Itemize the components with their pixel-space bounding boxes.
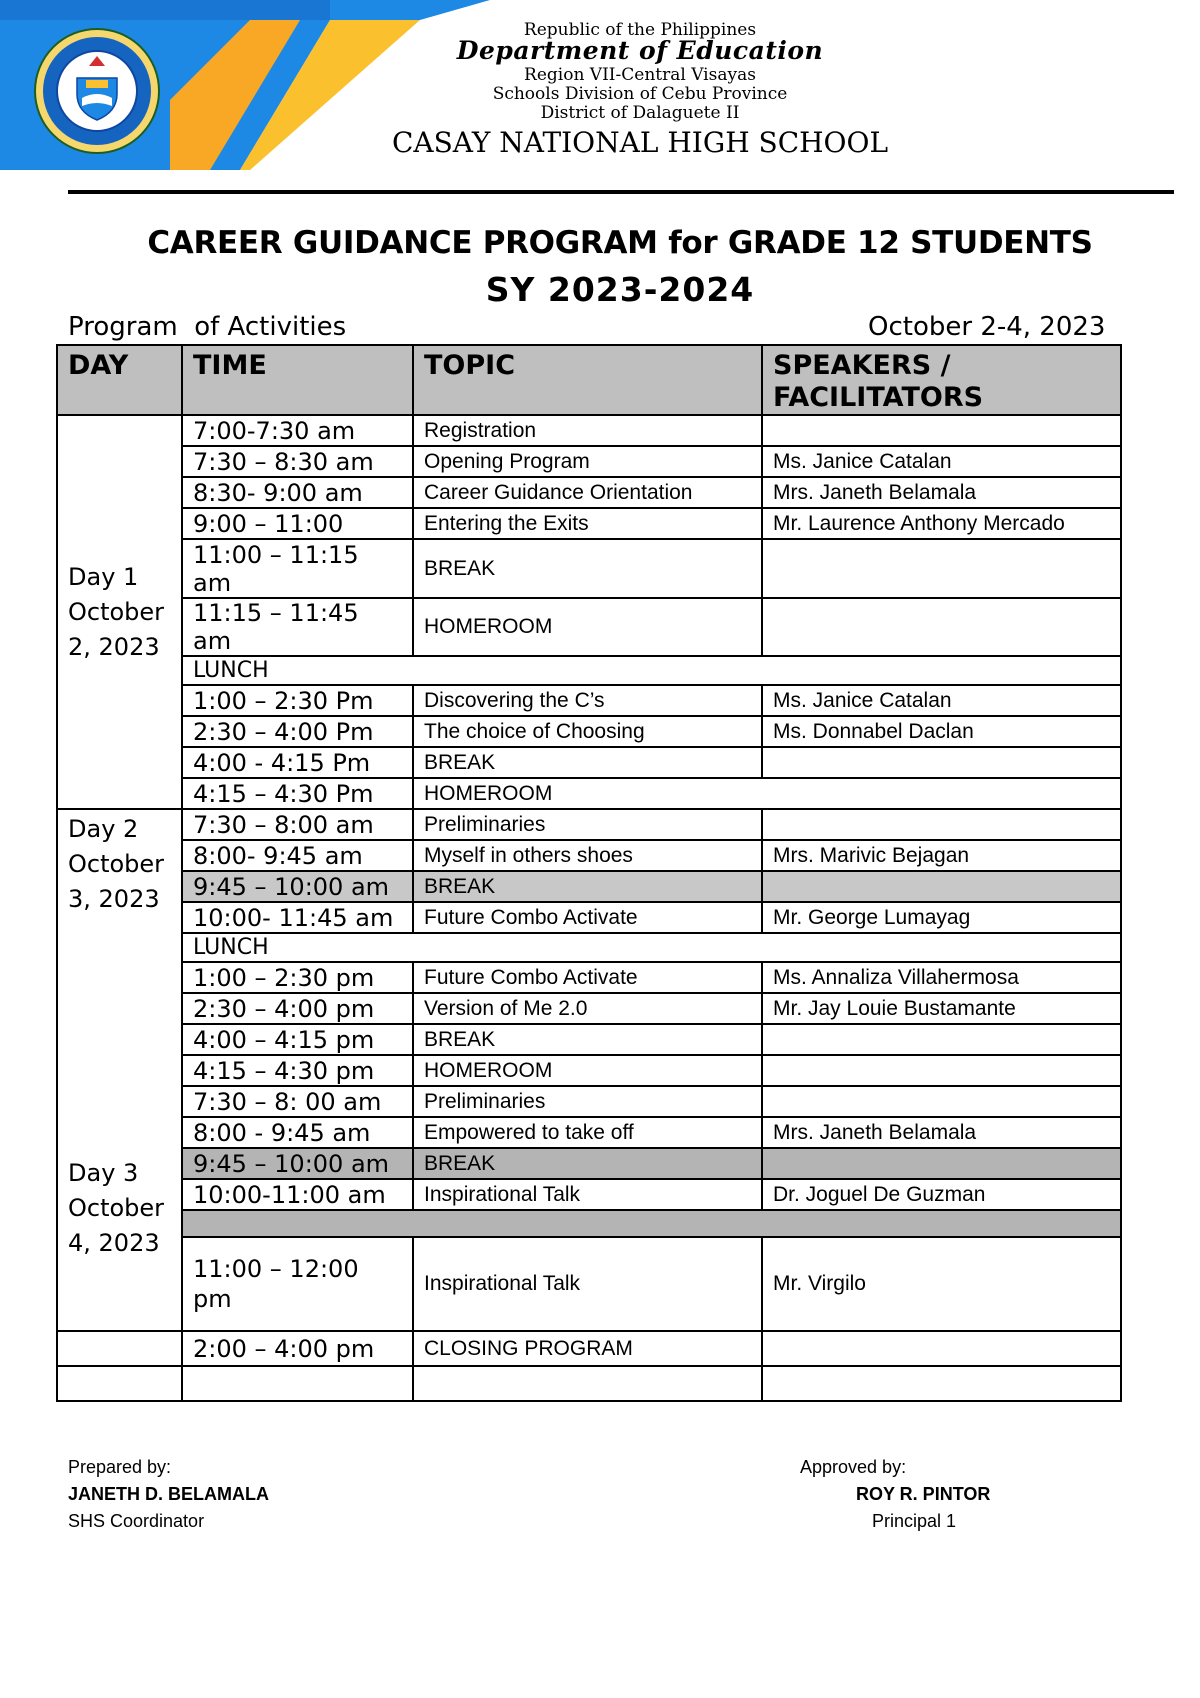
topic-cell: HOMEROOM <box>413 598 762 656</box>
time-cell: 7:30 – 8:00 am <box>182 809 413 840</box>
topic-cell: Version of Me 2.0 <box>413 993 762 1024</box>
topic-cell: Career Guidance Orientation <box>413 477 762 508</box>
table-row <box>57 1055 1121 1086</box>
table-row <box>57 1024 1121 1055</box>
table-row <box>57 1179 1121 1210</box>
topic-cell: HOMEROOM <box>413 778 1121 809</box>
time-cell: 1:00 – 2:30 Pm <box>182 685 413 716</box>
topic-cell: CLOSING PROGRAM <box>413 1331 762 1366</box>
table-row <box>57 993 1121 1024</box>
header-department: Department of Education <box>456 36 824 65</box>
day3-label: Day 3 <box>68 1158 139 1187</box>
speaker-cell: Ms. Donnabel Daclan <box>762 716 1121 747</box>
speaker-cell <box>762 415 1121 446</box>
time-cell: 2:30 – 4:00 pm <box>182 993 413 1024</box>
time-cell: 10:00- 11:45 am <box>182 902 413 933</box>
topic-cell: Opening Program <box>413 446 762 477</box>
document-title: CAREER GUIDANCE PROGRAM for GRADE 12 STUDENTS <box>147 225 1093 261</box>
table-row <box>57 685 1121 716</box>
time-cell: 4:00 - 4:15 Pm <box>182 747 413 778</box>
time-cell: 4:15 – 4:30 pm <box>182 1055 413 1086</box>
topic-cell: Entering the Exits <box>413 508 762 539</box>
table-row <box>57 446 1121 477</box>
header-day: DAY <box>57 345 182 415</box>
time-cell: 8:00- 9:45 am <box>182 840 413 871</box>
table-row <box>57 508 1121 539</box>
table-row <box>57 1331 1121 1366</box>
speaker-cell <box>762 598 1121 656</box>
time-cell: 9:45 – 10:00 am <box>182 871 413 902</box>
school-seal-logo <box>34 28 160 154</box>
school-name: CASAY NATIONAL HIGH SCHOOL <box>391 126 889 159</box>
speaker-cell <box>762 1055 1121 1086</box>
empty-cell <box>413 1366 762 1401</box>
speaker-cell <box>762 539 1121 598</box>
time-cell: 9:00 – 11:00 <box>182 508 413 539</box>
speaker-cell: Mrs. Marivic Bejagan <box>762 840 1121 871</box>
school-year: SY 2023-2024 <box>485 270 755 309</box>
empty-cell <box>182 1366 413 1401</box>
table-row <box>57 840 1121 871</box>
lunch-row <box>57 656 1121 685</box>
time-cell: 8:00 - 9:45 am <box>182 1117 413 1148</box>
separator-row <box>57 1210 1121 1237</box>
speaker-cell: Mr. Jay Louie Bustamante <box>762 993 1121 1024</box>
header-region: Region VII-Central Visayas <box>524 65 756 85</box>
approved-name: ROY R. PINTOR <box>856 1484 991 1504</box>
empty-row <box>57 1366 1121 1401</box>
day2-label: Day 2 <box>68 815 139 843</box>
day2-cell <box>57 809 182 1086</box>
table-row <box>57 598 1121 656</box>
topic-cell: Future Combo Activate <box>413 902 762 933</box>
topic-cell: HOMEROOM <box>413 1055 762 1086</box>
speaker-cell: Ms. Janice Catalan <box>762 685 1121 716</box>
time-cell: 7:30 – 8: 00 am <box>182 1086 413 1117</box>
time-cell: 7:30 – 8:30 am <box>182 446 413 477</box>
table-row <box>57 415 1121 446</box>
table-row <box>57 1237 1121 1331</box>
speaker-cell <box>762 1148 1121 1179</box>
table-row <box>57 778 1121 809</box>
header-speakers-line1: SPEAKERS / <box>773 350 951 381</box>
time-cell: 4:15 – 4:30 Pm <box>182 778 413 809</box>
header-speakers <box>762 345 1121 415</box>
table-row <box>57 747 1121 778</box>
table-row <box>57 716 1121 747</box>
time-cell: 9:45 – 10:00 am <box>182 1148 413 1179</box>
speaker-cell: Ms. Janice Catalan <box>762 446 1121 477</box>
speaker-cell: Ms. Annaliza Villahermosa <box>762 962 1121 993</box>
speaker-cell: Mr. Virgilo <box>762 1237 1121 1331</box>
topic-cell: BREAK <box>413 1024 762 1055</box>
table-row <box>57 962 1121 993</box>
day1-month: October <box>68 597 165 626</box>
header-division: Schools Division of Cebu Province <box>492 84 788 104</box>
header-topic: TOPIC <box>413 345 762 415</box>
speaker-cell <box>762 871 1121 902</box>
empty-cell <box>57 1366 182 1401</box>
header-speakers-line2: FACILITATORS <box>773 382 984 413</box>
speaker-cell: Mr. George Lumayag <box>762 902 1121 933</box>
table-row <box>57 477 1121 508</box>
time-cell: 4:00 – 4:15 pm <box>182 1024 413 1055</box>
day2-date: 3, 2023 <box>68 885 160 913</box>
topic-cell: Discovering the C’s <box>413 685 762 716</box>
topic-cell: BREAK <box>413 1148 762 1179</box>
topic-cell: Empowered to take off <box>413 1117 762 1148</box>
speaker-cell <box>762 809 1121 840</box>
table-row <box>57 1117 1121 1148</box>
speaker-cell: Mrs. Janeth Belamala <box>762 1117 1121 1148</box>
time-cell: 2:00 – 4:00 pm <box>182 1331 413 1366</box>
topic-cell: The choice of Choosing <box>413 716 762 747</box>
table-row <box>57 871 1121 902</box>
table-header-row <box>57 345 1121 415</box>
time-cell: 8:30- 9:00 am <box>182 477 413 508</box>
time-cell: 1:00 – 2:30 pm <box>182 962 413 993</box>
empty-cell <box>762 1366 1121 1401</box>
table-row <box>57 1148 1121 1179</box>
day1-date: 2, 2023 <box>68 632 160 661</box>
topic-cell: BREAK <box>413 871 762 902</box>
topic-cell: Registration <box>413 415 762 446</box>
prepared-label: Prepared by: <box>68 1457 172 1477</box>
time-cell: 10:00-11:00 am <box>182 1179 413 1210</box>
header-time: TIME <box>182 345 413 415</box>
lunch-cell: LUNCH <box>182 656 1121 685</box>
time-cell: 2:30 – 4:00 Pm <box>182 716 413 747</box>
time-cell: 11:15 – 11:45 am <box>182 598 413 656</box>
day3-month: October <box>68 1193 165 1222</box>
header-republic: Republic of the Philippines <box>523 20 757 40</box>
speaker-cell <box>762 1331 1121 1366</box>
speaker-cell <box>762 1024 1121 1055</box>
day2-month: October <box>68 850 165 878</box>
day3-cell <box>57 1086 182 1331</box>
lunch-cell: LUNCH <box>182 933 1121 962</box>
time-cell: 11:00 – 12:00 pm <box>182 1237 413 1331</box>
day1-cell <box>57 415 182 809</box>
program-label: Program of Activities <box>68 312 347 342</box>
lunch-row <box>57 933 1121 962</box>
topic-cell: BREAK <box>413 539 762 598</box>
topic-cell: Preliminaries <box>413 1086 762 1117</box>
table-row <box>57 539 1121 598</box>
schedule-table <box>56 344 1122 1402</box>
header-district: District of Dalaguete II <box>540 103 740 123</box>
prepared-name: JANETH D. BELAMALA <box>68 1484 269 1504</box>
speaker-cell <box>762 747 1121 778</box>
speaker-cell <box>762 1086 1121 1117</box>
time-cell: 11:00 – 11:15 am <box>182 539 413 598</box>
topic-cell: Preliminaries <box>413 809 762 840</box>
empty-day-cell <box>57 1331 182 1366</box>
speaker-cell: Dr. Joguel De Guzman <box>762 1179 1121 1210</box>
topic-cell: Future Combo Activate <box>413 962 762 993</box>
prepared-role: SHS Coordinator <box>68 1511 205 1531</box>
approved-by-block <box>800 1454 990 1535</box>
speaker-cell: Mr. Laurence Anthony Mercado <box>762 508 1121 539</box>
day1-label: Day 1 <box>68 562 139 591</box>
topic-cell: Myself in others shoes <box>413 840 762 871</box>
topic-cell: Inspirational Talk <box>413 1237 762 1331</box>
prepared-by-block <box>68 1454 269 1535</box>
table-row <box>57 809 1121 840</box>
separator-cell <box>182 1210 1121 1237</box>
program-dates: October 2-4, 2023 <box>868 312 1106 342</box>
approved-role: Principal 1 <box>872 1511 957 1531</box>
approved-label: Approved by: <box>800 1457 907 1477</box>
table-row <box>57 902 1121 933</box>
header-divider <box>68 190 1174 194</box>
topic-cell: Inspirational Talk <box>413 1179 762 1210</box>
topic-cell: BREAK <box>413 747 762 778</box>
day3-date: 4, 2023 <box>68 1228 160 1257</box>
speaker-cell: Mrs. Janeth Belamala <box>762 477 1121 508</box>
table-row <box>57 1086 1121 1117</box>
time-cell: 7:00-7:30 am <box>182 415 413 446</box>
